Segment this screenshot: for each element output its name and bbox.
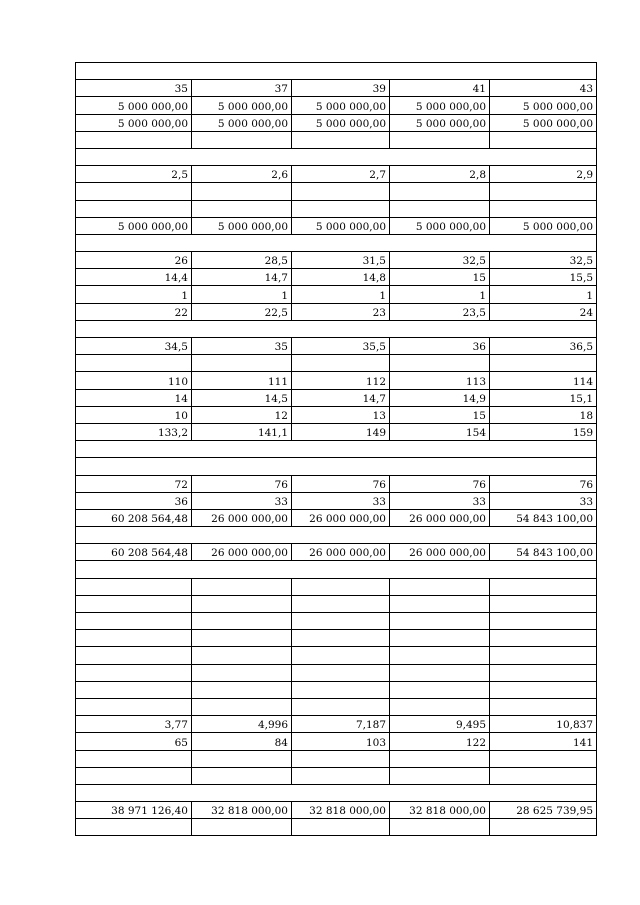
table-row	[76, 338, 597, 355]
table-cell: 31,5	[292, 252, 390, 269]
table-cell	[490, 698, 597, 715]
table-cell: 84	[192, 733, 292, 750]
table-row	[76, 423, 597, 440]
table-row	[76, 784, 597, 801]
table-cell	[76, 183, 192, 200]
table-cell: 1	[490, 286, 597, 303]
table-cell: 2,9	[490, 166, 597, 183]
table-cell: 4,996	[192, 716, 292, 733]
table-cell	[490, 595, 597, 612]
table-cell	[490, 819, 597, 836]
table-cell: 3,77	[76, 716, 192, 733]
merged-row-cell	[76, 458, 597, 475]
table-row	[76, 148, 597, 165]
table-cell	[292, 355, 390, 372]
table-cell	[292, 647, 390, 664]
table-row	[76, 802, 597, 819]
table-cell	[490, 767, 597, 784]
table-row	[76, 578, 597, 595]
table-cell: 13	[292, 406, 390, 423]
table-cell: 26 000 000,00	[390, 509, 490, 526]
table-row	[76, 458, 597, 475]
table-row	[76, 492, 597, 509]
table-cell: 5 000 000,00	[76, 97, 192, 114]
table-cell	[192, 613, 292, 630]
table-row	[76, 269, 597, 286]
table-row	[76, 441, 597, 458]
table-cell	[292, 767, 390, 784]
table-cell: 9,495	[390, 716, 490, 733]
table-cell	[76, 595, 192, 612]
table-cell	[192, 681, 292, 698]
merged-row-cell	[76, 527, 597, 544]
table-cell	[292, 131, 390, 148]
table-cell: 26 000 000,00	[192, 509, 292, 526]
table-cell	[192, 819, 292, 836]
table-cell: 1	[192, 286, 292, 303]
table-row	[76, 750, 597, 767]
table-cell	[390, 578, 490, 595]
table-cell: 103	[292, 733, 390, 750]
table-row	[76, 63, 597, 80]
table-cell: 10,837	[490, 716, 597, 733]
table-cell: 34,5	[76, 338, 192, 355]
table-cell	[292, 698, 390, 715]
table-cell	[76, 630, 192, 647]
table-cell: 5 000 000,00	[76, 114, 192, 131]
table-cell	[390, 630, 490, 647]
table-row	[76, 509, 597, 526]
table-cell	[76, 698, 192, 715]
table-cell: 15,1	[490, 389, 597, 406]
table-cell	[490, 681, 597, 698]
table-cell	[390, 767, 490, 784]
table-cell: 14,8	[292, 269, 390, 286]
table-cell: 24	[490, 303, 597, 320]
table-cell	[292, 681, 390, 698]
table-cell: 5 000 000,00	[292, 97, 390, 114]
table-cell: 33	[490, 492, 597, 509]
table-cell: 43	[490, 80, 597, 97]
table-cell	[192, 664, 292, 681]
table-cell: 33	[292, 492, 390, 509]
table-cell	[192, 183, 292, 200]
table-row	[76, 681, 597, 698]
table-row	[76, 406, 597, 423]
table-cell: 2,8	[390, 166, 490, 183]
table-cell: 2,6	[192, 166, 292, 183]
table-cell	[390, 698, 490, 715]
table-cell: 22	[76, 303, 192, 320]
table-cell: 35,5	[292, 338, 390, 355]
table-cell	[390, 131, 490, 148]
table-row	[76, 114, 597, 131]
table-cell	[192, 647, 292, 664]
table-cell	[390, 647, 490, 664]
table-cell: 28,5	[192, 252, 292, 269]
table-cell	[192, 578, 292, 595]
table-cell: 159	[490, 423, 597, 440]
table-row	[76, 166, 597, 183]
merged-row-cell	[76, 148, 597, 165]
table-cell: 5 000 000,00	[490, 217, 597, 234]
table-row	[76, 183, 597, 200]
table-cell: 76	[490, 475, 597, 492]
table-cell	[490, 750, 597, 767]
table-cell	[292, 750, 390, 767]
table-cell: 112	[292, 372, 390, 389]
merged-row-cell	[76, 784, 597, 801]
table-cell: 15	[390, 269, 490, 286]
table-cell: 26 000 000,00	[192, 544, 292, 561]
table-row	[76, 544, 597, 561]
table-row	[76, 320, 597, 337]
table-cell: 36	[390, 338, 490, 355]
table-cell	[192, 750, 292, 767]
table-cell	[192, 630, 292, 647]
table-cell: 7,187	[292, 716, 390, 733]
merged-row-cell	[76, 320, 597, 337]
table-cell: 36,5	[490, 338, 597, 355]
table-cell: 5 000 000,00	[192, 217, 292, 234]
table-cell: 14,7	[192, 269, 292, 286]
table-row	[76, 131, 597, 148]
table-cell: 76	[192, 475, 292, 492]
table-cell	[490, 200, 597, 217]
table-cell: 149	[292, 423, 390, 440]
table-cell	[76, 200, 192, 217]
table-cell: 38 971 126,40	[76, 802, 192, 819]
table-cell	[292, 183, 390, 200]
table-cell: 5 000 000,00	[390, 217, 490, 234]
table-cell: 15	[390, 406, 490, 423]
table-cell: 32,5	[390, 252, 490, 269]
table-cell	[390, 664, 490, 681]
table-cell: 2,7	[292, 166, 390, 183]
table-cell: 54 843 100,00	[490, 509, 597, 526]
table-cell	[490, 664, 597, 681]
table-cell	[292, 595, 390, 612]
table-row	[76, 372, 597, 389]
table-row	[76, 819, 597, 836]
table-row	[76, 664, 597, 681]
table-cell	[390, 355, 490, 372]
table-cell: 39	[292, 80, 390, 97]
table-row	[76, 200, 597, 217]
table-cell: 14	[76, 389, 192, 406]
table-cell: 14,7	[292, 389, 390, 406]
table-row	[76, 647, 597, 664]
spreadsheet-body	[76, 63, 597, 836]
table-cell	[390, 750, 490, 767]
table-cell	[390, 183, 490, 200]
table-cell	[192, 200, 292, 217]
table-cell: 33	[390, 492, 490, 509]
table-row	[76, 716, 597, 733]
merged-row-cell	[76, 63, 597, 80]
table-cell: 5 000 000,00	[490, 97, 597, 114]
table-cell: 32,5	[490, 252, 597, 269]
table-cell	[390, 595, 490, 612]
table-cell: 1	[292, 286, 390, 303]
table-cell: 10	[76, 406, 192, 423]
table-cell	[76, 681, 192, 698]
table-cell: 76	[292, 475, 390, 492]
table-cell: 65	[76, 733, 192, 750]
table-row	[76, 698, 597, 715]
table-cell: 14,5	[192, 389, 292, 406]
merged-row-cell	[76, 441, 597, 458]
table-row	[76, 286, 597, 303]
table-cell: 122	[390, 733, 490, 750]
table-cell: 35	[76, 80, 192, 97]
table-cell: 54 843 100,00	[490, 544, 597, 561]
table-row	[76, 389, 597, 406]
table-row	[76, 561, 597, 578]
table-cell: 28 625 739,95	[490, 802, 597, 819]
table-cell	[76, 131, 192, 148]
table-cell: 26	[76, 252, 192, 269]
table-cell	[192, 698, 292, 715]
table-cell: 26 000 000,00	[292, 509, 390, 526]
table-cell: 5 000 000,00	[390, 97, 490, 114]
table-cell: 76	[390, 475, 490, 492]
table-cell	[292, 578, 390, 595]
table-cell: 60 208 564,48	[76, 544, 192, 561]
table-cell: 14,4	[76, 269, 192, 286]
table-cell	[192, 131, 292, 148]
table-cell: 32 818 000,00	[390, 802, 490, 819]
table-cell: 72	[76, 475, 192, 492]
table-row	[76, 613, 597, 630]
table-cell: 5 000 000,00	[292, 114, 390, 131]
table-cell: 114	[490, 372, 597, 389]
table-row	[76, 355, 597, 372]
table-row	[76, 767, 597, 784]
table-cell	[490, 613, 597, 630]
table-cell: 33	[192, 492, 292, 509]
table-cell: 154	[390, 423, 490, 440]
table-cell: 5 000 000,00	[76, 217, 192, 234]
table-cell: 37	[192, 80, 292, 97]
table-cell: 2,5	[76, 166, 192, 183]
table-cell	[76, 578, 192, 595]
table-cell	[390, 681, 490, 698]
table-cell	[490, 630, 597, 647]
table-row	[76, 97, 597, 114]
table-cell: 133,2	[76, 423, 192, 440]
table-cell	[76, 664, 192, 681]
table-cell: 36	[76, 492, 192, 509]
table-cell	[192, 767, 292, 784]
table-cell: 22,5	[192, 303, 292, 320]
table-cell: 32 818 000,00	[192, 802, 292, 819]
table-row	[76, 527, 597, 544]
table-cell	[292, 200, 390, 217]
spreadsheet-table	[75, 62, 597, 836]
table-cell	[390, 200, 490, 217]
table-cell	[292, 819, 390, 836]
table-row	[76, 80, 597, 97]
table-row	[76, 303, 597, 320]
table-cell	[76, 613, 192, 630]
table-cell	[490, 578, 597, 595]
table-cell: 5 000 000,00	[292, 217, 390, 234]
table-cell: 5 000 000,00	[490, 114, 597, 131]
table-cell: 15,5	[490, 269, 597, 286]
table-row	[76, 234, 597, 251]
table-cell: 18	[490, 406, 597, 423]
table-cell: 111	[192, 372, 292, 389]
table-cell: 113	[390, 372, 490, 389]
table-cell	[76, 647, 192, 664]
table-cell: 35	[192, 338, 292, 355]
table-row	[76, 475, 597, 492]
table-cell: 1	[76, 286, 192, 303]
table-cell: 23,5	[390, 303, 490, 320]
table-cell: 5 000 000,00	[390, 114, 490, 131]
table-row	[76, 252, 597, 269]
table-cell: 26 000 000,00	[390, 544, 490, 561]
table-cell: 32 818 000,00	[292, 802, 390, 819]
table-cell	[292, 664, 390, 681]
table-cell: 14,9	[390, 389, 490, 406]
table-cell: 60 208 564,48	[76, 509, 192, 526]
table-cell	[292, 630, 390, 647]
merged-row-cell	[76, 561, 597, 578]
table-cell	[390, 819, 490, 836]
table-cell: 141	[490, 733, 597, 750]
table-cell	[390, 613, 490, 630]
table-cell: 26 000 000,00	[292, 544, 390, 561]
table-row	[76, 630, 597, 647]
table-cell	[76, 750, 192, 767]
table-cell	[490, 183, 597, 200]
table-cell	[292, 613, 390, 630]
table-row	[76, 733, 597, 750]
table-cell	[76, 767, 192, 784]
table-cell	[192, 355, 292, 372]
table-cell: 41	[390, 80, 490, 97]
table-cell: 12	[192, 406, 292, 423]
table-cell: 23	[292, 303, 390, 320]
table-cell	[76, 355, 192, 372]
table-cell	[490, 131, 597, 148]
table-cell	[490, 355, 597, 372]
table-cell: 5 000 000,00	[192, 97, 292, 114]
table-cell: 5 000 000,00	[192, 114, 292, 131]
table-cell: 1	[390, 286, 490, 303]
table-row	[76, 595, 597, 612]
table-cell: 141,1	[192, 423, 292, 440]
table-cell	[490, 647, 597, 664]
merged-row-cell	[76, 234, 597, 251]
table-cell	[76, 819, 192, 836]
table-row	[76, 217, 597, 234]
table-cell: 110	[76, 372, 192, 389]
table-cell	[192, 595, 292, 612]
